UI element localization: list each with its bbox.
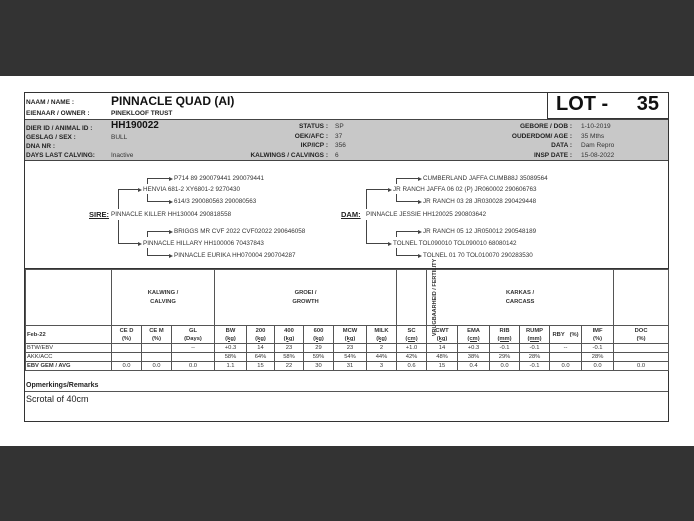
sire-dam: PINNACLE HILLARY HH100006 70437843 bbox=[143, 240, 264, 247]
data-value: Dam Repro bbox=[581, 142, 615, 149]
calvings-value: 6 bbox=[335, 152, 339, 159]
col-gl: GL (Days) bbox=[172, 326, 215, 344]
status-label: STATUS : bbox=[298, 123, 328, 130]
arrow-icon bbox=[418, 230, 422, 234]
arrow-icon bbox=[418, 254, 422, 258]
sire-sire-dam: 614/3 290080563 290080563 bbox=[174, 198, 257, 205]
icp-label: IKP/ICP : bbox=[300, 142, 328, 149]
animal-name: PINNACLE QUAD (AI) bbox=[111, 94, 235, 108]
animal-id-value: HH190022 bbox=[111, 120, 159, 131]
sire-dam-sire: BRIGGS MR CVF 2022 CVF02022 290646058 bbox=[174, 228, 306, 235]
lot-number: 35 bbox=[636, 93, 659, 115]
col-doc: DOC (%) bbox=[614, 326, 669, 344]
dam-dam: TOLNEL TOL090010 TOL090010 68080142 bbox=[393, 240, 517, 247]
dam-dam-dam: TOLNEL 01 70 TOL010070 290283530 bbox=[423, 252, 533, 259]
days-last-calving-value: Inactive bbox=[111, 152, 134, 159]
sire-label: SIRE: bbox=[89, 210, 110, 219]
col-200: 200 (kg) bbox=[247, 326, 275, 344]
animal-id-label: DIER ID / ANIMAL ID : bbox=[26, 125, 93, 132]
column-header-row bbox=[26, 326, 669, 344]
col-cwt: CWT (kg) bbox=[427, 326, 458, 344]
col-bw: BW (kg) bbox=[215, 326, 247, 344]
arrow-icon bbox=[169, 230, 173, 234]
lot-box bbox=[547, 92, 669, 119]
calvings-label: KALWINGS / CALVINGS : bbox=[250, 152, 328, 159]
col-rib: RIB (mm) bbox=[490, 326, 520, 344]
insp-date-value: 15-08-2022 bbox=[581, 152, 615, 159]
arrow-icon bbox=[388, 188, 392, 192]
col-milk: MILK (kg) bbox=[367, 326, 397, 344]
animal-info-panel bbox=[25, 119, 668, 161]
icp-value: 356 bbox=[335, 142, 346, 149]
remarks-label: Opmerkings/Remarks bbox=[25, 377, 668, 392]
top-dark-band bbox=[0, 0, 694, 76]
group-growth: GROEI / GROWTH bbox=[215, 270, 397, 326]
arrow-icon bbox=[138, 242, 142, 246]
col-ce-m: CE M (%) bbox=[142, 326, 172, 344]
remarks-text: Scrotal of 40cm bbox=[26, 394, 89, 404]
group-header-row bbox=[26, 270, 669, 326]
sire: PINNACLE KILLER HH130004 290818558 bbox=[111, 211, 232, 218]
dam: PINNACLE JESSIE HH120025 290803642 bbox=[366, 211, 487, 218]
age-value: 35 Mths bbox=[581, 133, 605, 140]
name-header bbox=[25, 93, 668, 119]
afc-label: OEK/AFC : bbox=[294, 133, 328, 140]
col-ema: EMA (cm) bbox=[458, 326, 490, 344]
dam-sire: JR RANCH JAFFA 06 02 (P) JR060002 290606763 bbox=[393, 186, 537, 193]
col-400: 400 (kg) bbox=[275, 326, 304, 344]
name-label: NAAM / NAME : bbox=[26, 99, 75, 106]
col-mcw: MCW (kg) bbox=[334, 326, 367, 344]
bottom-dark-band bbox=[0, 446, 694, 521]
arrow-icon bbox=[169, 177, 173, 181]
group-fertility: VRUGBAARHEID / FERTILITY bbox=[397, 270, 427, 326]
table-row-avg: EBV GEM / AVG 0.0 0.0 0.0 1.1 15 22 30 31 3 0.6 15 0.4 0.0 -0.1 0.0 0.0 0.0 bbox=[26, 362, 669, 371]
group-calving: KALWING / CALVING bbox=[112, 270, 215, 326]
dam-dam-sire: JR RANCH 05 12 JR050012 290548189 bbox=[423, 228, 537, 235]
afc-value: 37 bbox=[335, 133, 343, 140]
col-ce-d: CE D (%) bbox=[112, 326, 142, 344]
arrow-icon bbox=[418, 200, 422, 204]
lot-card bbox=[24, 92, 669, 422]
arrow-icon bbox=[169, 200, 173, 204]
insp-date-label: INSP DATE : bbox=[533, 152, 572, 159]
days-last-calving-label: DAYS LAST CALVING: bbox=[26, 152, 95, 159]
table-row-acc: AKK/ACC 58% 64% 58% 59% 54% 44% 42% 48% 38% 29% 28% 28% bbox=[26, 353, 669, 362]
age-label: OUDERDOM/ AGE : bbox=[511, 133, 572, 140]
table-row-ebv: BTW/EBV -- +0.3 14 23 29 23 2 +1.0 14 +0.3 -0.1 -0.1 -- -0.1 bbox=[26, 344, 669, 353]
sire-sire-sire: P714 89 290079441 290079441 bbox=[174, 175, 264, 182]
lot-label: LOT - bbox=[556, 93, 609, 115]
dam-sire-dam: JR RANCH 03 28 JR030028 290429448 bbox=[423, 198, 537, 205]
owner-label: EIENAAR / OWNER : bbox=[26, 110, 90, 117]
data-label: DATA : bbox=[551, 142, 572, 149]
sex-value: BULL bbox=[111, 134, 128, 141]
col-600: 600 (kg) bbox=[304, 326, 334, 344]
arrow-icon bbox=[418, 177, 422, 181]
col-sc: SC (cm) bbox=[397, 326, 427, 344]
col-rby: RBY (%) bbox=[550, 326, 582, 344]
group-carcass: KARKAS / CARCASS bbox=[427, 270, 614, 326]
col-rump: RUMP (mm) bbox=[520, 326, 550, 344]
arrow-icon bbox=[388, 242, 392, 246]
sire-sire: HENVIA 681-2 XY6801-2 9270430 bbox=[143, 186, 240, 193]
period-label: Feb-22 bbox=[26, 326, 112, 344]
dob-label: GEBORE / DOB : bbox=[519, 123, 572, 130]
status-value: SP bbox=[335, 123, 344, 130]
pedigree bbox=[25, 161, 668, 269]
sex-label: GESLAG / SEX : bbox=[26, 134, 76, 141]
arrow-icon bbox=[138, 188, 142, 192]
sire-dam-dam: PINNACLE EURIKA HH070004 290704287 bbox=[174, 252, 296, 259]
col-imf: IMF (%) bbox=[582, 326, 614, 344]
arrow-icon bbox=[169, 254, 173, 258]
dna-label: DNA NR : bbox=[26, 143, 56, 150]
dam-sire-sire: CUMBERLAND JAFFA CUMB88J 35089564 bbox=[423, 175, 548, 182]
ebv-table bbox=[25, 258, 669, 371]
dam-label: DAM: bbox=[341, 210, 361, 219]
owner-value: PINEKLOOF TRUST bbox=[111, 110, 173, 117]
dob-value: 1-10-2019 bbox=[581, 123, 611, 130]
